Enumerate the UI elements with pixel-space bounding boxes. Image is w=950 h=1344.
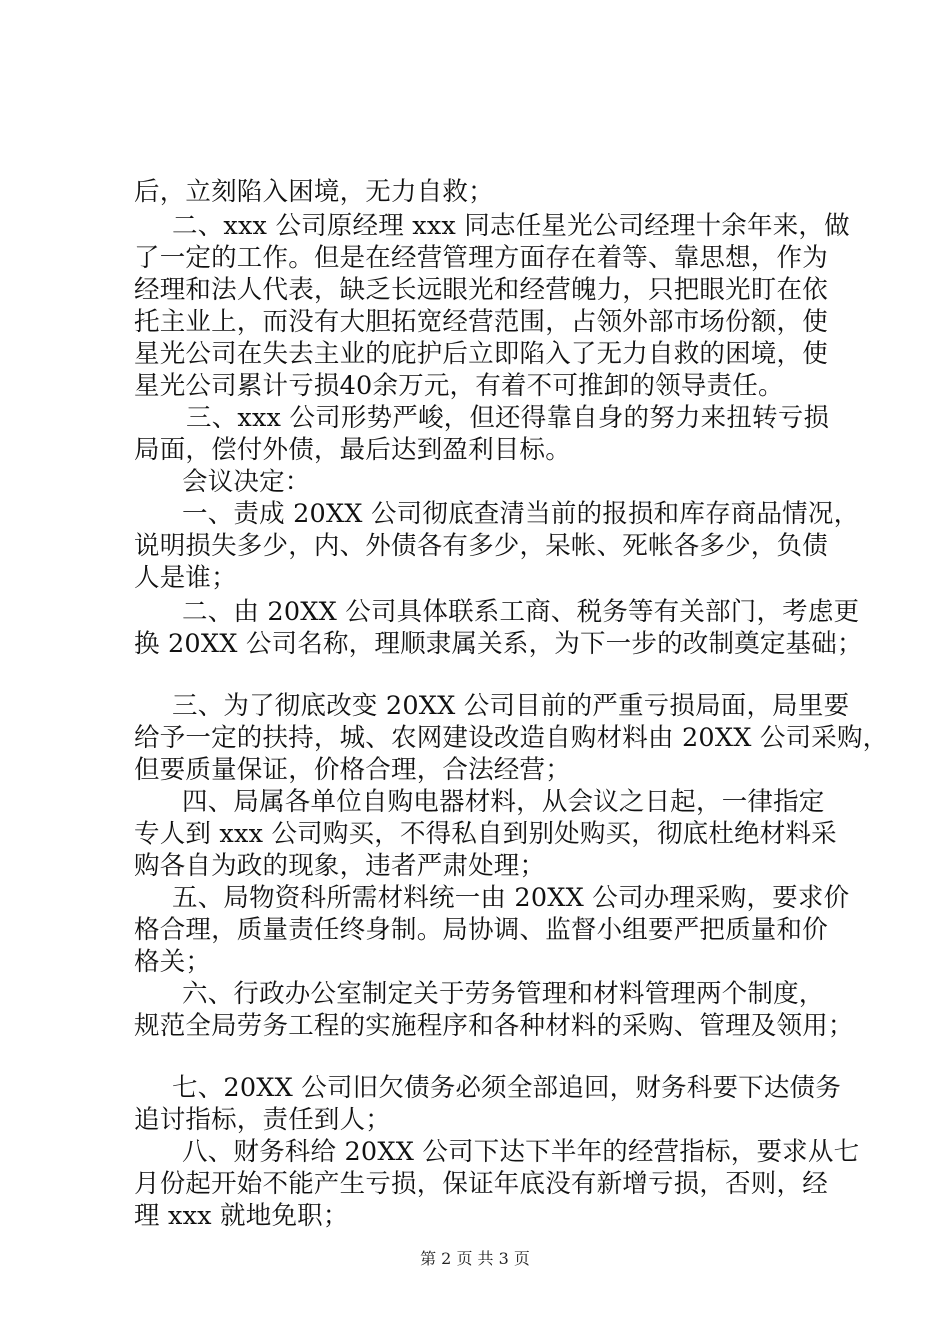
text-line: 规范全局劳务工程的实施程序和各种材料的采购、管理及领用；	[134, 1011, 854, 1041]
text-line: 七、20XX 公司旧欠债务必须全部追回，财务科要下达债务	[172, 1073, 841, 1103]
text-line: 说明损失多少，内、外债各有多少，呆帐、死帐各多少，负债	[134, 531, 828, 561]
text-line: 五、局物资科所需材料统一由 20XX 公司办理采购，要求价	[172, 883, 850, 913]
text-line: 专人到 xxx 公司购买，不得私自到别处购买，彻底杜绝材料采	[134, 819, 837, 849]
text-line: 购各自为政的现象，违者严肃处理；	[134, 851, 546, 881]
text-line: 三、xxx 公司形势严峻，但还得靠自身的努力来扭转亏损	[186, 403, 830, 433]
text-line: 格关；	[134, 947, 212, 977]
text-line: 星光公司在失去主业的庇护后立即陷入了无力自救的困境，使	[134, 339, 828, 369]
text-line: 一、责成 20XX 公司彻底查清当前的报损和库存商品情况，	[182, 499, 860, 529]
text-line: 换 20XX 公司名称，理顺隶属关系，为下一步的改制奠定基础；	[134, 629, 863, 659]
text-line: 四、局属各单位自购电器材料，从会议之日起，一律指定	[182, 787, 825, 817]
text-line: 星光公司累计亏损40余万元，有着不可推卸的领导责任。	[134, 371, 784, 401]
text-line: 格合理，质量责任终身制。局协调、监督小组要严把质量和价	[134, 915, 828, 945]
text-line: 月份起开始不能产生亏损，保证年底没有新增亏损，否则，经	[134, 1169, 828, 1199]
text-line: 经理和法人代表，缺乏长远眼光和经营魄力，只把眼光盯在依	[134, 275, 828, 305]
text-line: 六、行政办公室制定关于劳务管理和材料管理两个制度，	[182, 979, 825, 1009]
page-number-footer: 第 2 页 共 3 页	[420, 1249, 530, 1268]
text-line: 八、财务科给 20XX 公司下达下半年的经营指标，要求从七	[182, 1137, 860, 1167]
text-line: 后，立刻陷入困境，无力自救；	[134, 177, 494, 207]
text-line: 二、xxx 公司原经理 xxx 同志任星光公司经理十余年来，做	[172, 211, 850, 241]
text-line: 追讨指标，责任到人；	[134, 1105, 392, 1135]
text-line: 但要质量保证，价格合理，合法经营；	[134, 755, 571, 785]
text-line: 二、由 20XX 公司具体联系工商、税务等有关部门，考虑更	[182, 597, 860, 627]
text-line: 给予一定的扶持，城、农网建设改造自购材料由 20XX 公司采购，	[134, 723, 889, 753]
text-line: 理 xxx 就地免职；	[134, 1201, 349, 1231]
text-line: 三、为了彻底改变 20XX 公司目前的严重亏损局面，局里要	[172, 691, 850, 721]
text-line: 人是谁；	[134, 563, 237, 593]
text-line: 了一定的工作。但是在经营管理方面存在着等、靠思想，作为	[134, 243, 828, 273]
text-line: 会议决定：	[182, 467, 311, 497]
text-line: 托主业上，而没有大胆拓宽经营范围，占领外部市场份额，使	[134, 307, 828, 337]
text-line: 局面，偿付外债，最后达到盈利目标。	[134, 435, 571, 465]
